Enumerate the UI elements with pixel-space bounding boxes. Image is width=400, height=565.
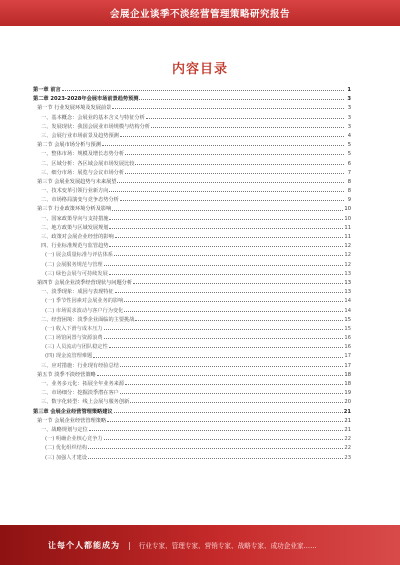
toc-dot-leader	[109, 191, 344, 192]
toc-entry-page-number: 15	[344, 325, 351, 332]
toc-entry[interactable]	[33, 426, 351, 435]
toc-entry-label: 三、细分市场：展览与会议市场分析	[41, 169, 125, 176]
toc-entry-page-number: 1	[347, 87, 351, 93]
table-of-contents	[33, 86, 351, 463]
toc-entry[interactable]	[33, 242, 351, 251]
toc-entry-page-number: 22	[344, 445, 351, 452]
toc-entry[interactable]	[33, 435, 351, 444]
toc-entry-label: 第一节 行业发展环境及发展前景	[37, 105, 112, 112]
toc-entry[interactable]	[33, 288, 351, 297]
toc-entry-page-number: 8	[347, 188, 351, 195]
toc-entry-label: (二) 会展服务规范与管理	[45, 261, 103, 268]
toc-entry-page-number: 15	[344, 316, 351, 323]
toc-entry-page-number: 16	[344, 335, 351, 342]
toc-entry-label: (三) 绿色会展与可持续发展	[45, 270, 108, 277]
toc-entry[interactable]	[33, 86, 351, 95]
toc-dot-leader	[151, 127, 344, 128]
toc-entry-label: (三) 人员流动与团队稳定性	[45, 344, 108, 351]
toc-entry-page-number: 13	[344, 270, 351, 277]
toc-entry[interactable]	[33, 141, 351, 150]
toc-dot-leader	[97, 375, 344, 376]
toc-dot-leader	[139, 99, 344, 100]
toc-entry-label: (二) 场馆闲置与资源浪费	[45, 335, 103, 342]
toc-entry[interactable]	[33, 196, 351, 205]
toc-entry-label: 二、经营困境：淡季企业面临的主要挑战	[41, 316, 135, 323]
toc-entry-page-number: 21	[344, 426, 351, 433]
toc-entry-page-number: 5	[347, 142, 351, 149]
toc-dot-leader	[104, 439, 344, 440]
toc-dot-leader	[88, 448, 343, 449]
toc-entry-label: 第三节 行业政策环境分析及影响	[37, 206, 112, 213]
toc-entry-label: 三、政策对会展企业经营的影响	[41, 234, 114, 240]
toc-entry[interactable]	[33, 380, 351, 389]
toc-entry-page-number: 20	[344, 399, 351, 406]
footer-banner	[0, 525, 400, 565]
toc-entry-page-number: 4	[347, 132, 351, 139]
toc-dot-leader	[125, 173, 344, 174]
toc-entry-label: 第二章 2023-2028年会展市场前景趋势预测	[33, 96, 139, 103]
toc-entry[interactable]	[33, 325, 351, 334]
toc-entry[interactable]	[33, 132, 351, 141]
toc-entry-page-number: 3	[347, 96, 351, 103]
toc-entry-label: 一、基本概念：会展业的基本含义与特征分析	[41, 114, 145, 121]
toc-entry-label: 三、数字化转型：线上会展与服务创新	[41, 399, 130, 406]
toc-dot-leader	[104, 265, 344, 266]
toc-dot-leader	[133, 283, 343, 284]
toc-entry-page-number: 18	[344, 371, 351, 378]
toc-entry[interactable]	[33, 362, 351, 371]
toc-entry-page-number: 19	[344, 390, 351, 397]
toc-entry[interactable]	[33, 417, 351, 426]
toc-dot-leader	[130, 402, 343, 403]
toc-entry-label: 二、市场细分：挖掘淡季潜在客户	[41, 390, 119, 397]
toc-entry[interactable]	[33, 444, 351, 453]
toc-entry[interactable]	[33, 178, 351, 187]
toc-entry[interactable]	[33, 334, 351, 343]
toc-entry-label: (一) 明确企业核心竞争力	[45, 436, 103, 443]
toc-entry-page-number: 14	[344, 298, 351, 305]
toc-entry-label: 第一节 会展企业经营管理策略	[37, 417, 107, 424]
toc-entry-label: 第四节 会展企业淡季经营现状与问题分析	[37, 279, 133, 286]
toc-entry[interactable]	[33, 261, 351, 270]
toc-dot-leader	[112, 210, 343, 211]
toc-entry[interactable]	[33, 398, 351, 407]
toc-dot-leader	[88, 458, 343, 459]
toc-entry[interactable]	[33, 408, 351, 417]
toc-entry-label: 四、行业标准规范与监管趋势	[41, 243, 109, 250]
toc-entry[interactable]	[33, 389, 351, 398]
toc-entry-label: (二) 优化组织结构	[45, 445, 88, 452]
toc-dot-leader	[117, 182, 344, 183]
toc-dot-leader	[115, 237, 344, 238]
toc-entry-label: (三) 加强人才建设	[45, 454, 88, 461]
toc-entry[interactable]	[33, 297, 351, 306]
toc-entry-page-number: 3	[347, 123, 351, 130]
toc-entry-label: 三、会展行业市场前景及趋势预测	[41, 132, 119, 139]
toc-entry-label: (一) 展会质量标准与评估体系	[45, 252, 113, 259]
toc-entry[interactable]	[33, 224, 351, 233]
toc-entry-page-number: 21	[343, 408, 351, 415]
toc-entry[interactable]	[33, 454, 351, 463]
toc-entry[interactable]	[33, 371, 351, 380]
toc-entry[interactable]	[33, 215, 351, 224]
toc-entry-label: 第一章 前言	[33, 87, 61, 93]
toc-entry-label: 一、业务多元化：拓展全年业务来源	[41, 381, 125, 387]
toc-entry-page-number: 5	[347, 151, 351, 158]
toc-dot-leader	[109, 228, 343, 229]
toc-entry[interactable]	[33, 114, 351, 123]
toc-entry-label: 二、市场格局演变与竞争态势分析	[41, 197, 119, 204]
toc-dot-leader	[120, 366, 344, 367]
toc-entry-label: 一、国家政策导向与支持措施	[41, 215, 109, 222]
toc-entry[interactable]	[33, 95, 351, 104]
toc-entry[interactable]	[33, 251, 351, 260]
toc-dot-leader	[120, 393, 344, 394]
toc-entry-page-number: 10	[344, 206, 351, 213]
toc-dot-leader	[120, 136, 344, 137]
toc-entry-label: (一) 收入下滑与成本压力	[45, 325, 103, 332]
toc-entry-label: 二、地方政策与区域发展规划	[41, 224, 109, 231]
toc-dot-leader	[115, 292, 344, 293]
toc-entry-label: 一、战略规划与定位	[41, 426, 88, 433]
toc-entry-page-number: 10	[344, 215, 351, 222]
toc-dot-leader	[109, 246, 343, 247]
toc-entry[interactable]	[33, 205, 351, 214]
toc-entry-label: 第三节 会展业发展趋势与未来展望	[37, 178, 117, 185]
toc-entry-label: 三、应对措施：行业现有经验总结	[41, 362, 119, 369]
toc-dot-leader	[107, 421, 343, 422]
toc-entry-page-number: 7	[347, 169, 351, 176]
toc-entry-page-number: 18	[344, 381, 351, 387]
toc-entry-label: (一) 季节性因素对会展业务的影响	[45, 298, 124, 305]
toc-entry-page-number: 8	[347, 178, 351, 185]
toc-entry-label: 第五节 淡季不淡经营策略	[37, 371, 96, 378]
toc-entry-page-number: 11	[344, 234, 351, 240]
toc-entry-page-number: 3	[347, 105, 351, 112]
toc-dot-leader	[146, 118, 344, 119]
toc-entry[interactable]	[33, 307, 351, 316]
toc-dot-leader	[104, 338, 344, 339]
toc-dot-leader	[125, 384, 343, 385]
toc-entry-page-number: 6	[347, 160, 351, 167]
toc-entry-page-number: 14	[344, 307, 351, 314]
toc-entry-label: 第三章 会展企业经营管理策略建议	[33, 408, 113, 415]
toc-entry[interactable]	[33, 123, 351, 132]
toc-entry-label: 一、整体市场：规模及增长态势分析	[41, 151, 125, 158]
toc-entry[interactable]	[33, 160, 351, 169]
toc-dot-leader	[114, 412, 343, 413]
toc-dot-leader	[104, 329, 344, 330]
toc-dot-leader	[135, 164, 344, 165]
toc-entry-page-number: 13	[344, 279, 351, 286]
toc-entry-page-number: 3	[347, 114, 351, 121]
toc-entry[interactable]	[33, 169, 351, 178]
toc-dot-leader	[120, 200, 344, 201]
toc-dot-leader	[135, 320, 343, 321]
toc-dot-leader	[93, 357, 343, 358]
toc-dot-leader	[114, 255, 343, 256]
toc-dot-leader	[125, 154, 344, 155]
toc-entry-page-number: 23	[344, 454, 351, 461]
toc-entry-page-number: 21	[344, 417, 351, 424]
toc-entry[interactable]	[33, 150, 351, 159]
toc-entry-label: 二、区域分析：各区域会展市场发展比较	[41, 160, 135, 167]
toc-entry[interactable]	[33, 352, 351, 361]
header-banner	[0, 0, 400, 26]
toc-dot-leader	[102, 145, 344, 146]
report-title: 会展企业谈季不淡经营管理策略研究报告	[109, 9, 290, 20]
toc-entry-label: (四) 现金流管理难题	[45, 353, 93, 360]
toc-dot-leader	[109, 274, 344, 275]
toc-entry-page-number: 12	[344, 261, 351, 268]
toc-entry-page-number: 11	[344, 224, 351, 231]
toc-entry-page-number: 16	[344, 344, 351, 351]
footer-slogan: 让每个人都能成为	[48, 540, 120, 550]
toc-entry[interactable]	[33, 187, 351, 196]
toc-entry-page-number: 17	[344, 353, 351, 360]
toc-entry-page-number: 17	[344, 362, 351, 369]
toc-entry-label: 二、发展现状：我国会展业市场规模与结构分析	[41, 123, 150, 130]
toc-dot-leader	[62, 90, 344, 91]
toc-entry[interactable]	[33, 343, 351, 352]
page-title: 内容目录	[171, 62, 228, 77]
toc-entry-page-number: 9	[347, 197, 351, 204]
toc-dot-leader	[124, 301, 343, 302]
toc-entry-page-number: 12	[344, 252, 351, 259]
toc-entry-label: (二) 市场需求波动与客户行为变化	[45, 307, 124, 314]
toc-entry-page-number: 22	[344, 436, 351, 443]
toc-dot-leader	[109, 219, 343, 220]
toc-entry-page-number: 13	[344, 289, 351, 296]
footer-separator: |	[128, 540, 131, 550]
toc-entry-page-number: 12	[344, 243, 351, 250]
toc-entry-label: 一、淡季现象：成因与表现特征	[41, 289, 114, 296]
toc-entry[interactable]	[33, 104, 351, 113]
toc-dot-leader	[89, 430, 344, 431]
toc-dot-leader	[112, 108, 344, 109]
toc-dot-leader	[109, 347, 344, 348]
toc-entry[interactable]	[33, 270, 351, 279]
toc-entry[interactable]	[33, 279, 351, 288]
toc-entry[interactable]	[33, 233, 351, 242]
toc-entry-label: 第二节 会展市场分析与预测	[37, 142, 101, 149]
toc-dot-leader	[124, 311, 343, 312]
footer-services: 行业专家、管理专家、营销专家、战略专家、成功企业家……	[138, 542, 317, 550]
toc-entry[interactable]	[33, 316, 351, 325]
toc-entry-label: 一、技术变革引领行业新方向	[41, 188, 109, 195]
